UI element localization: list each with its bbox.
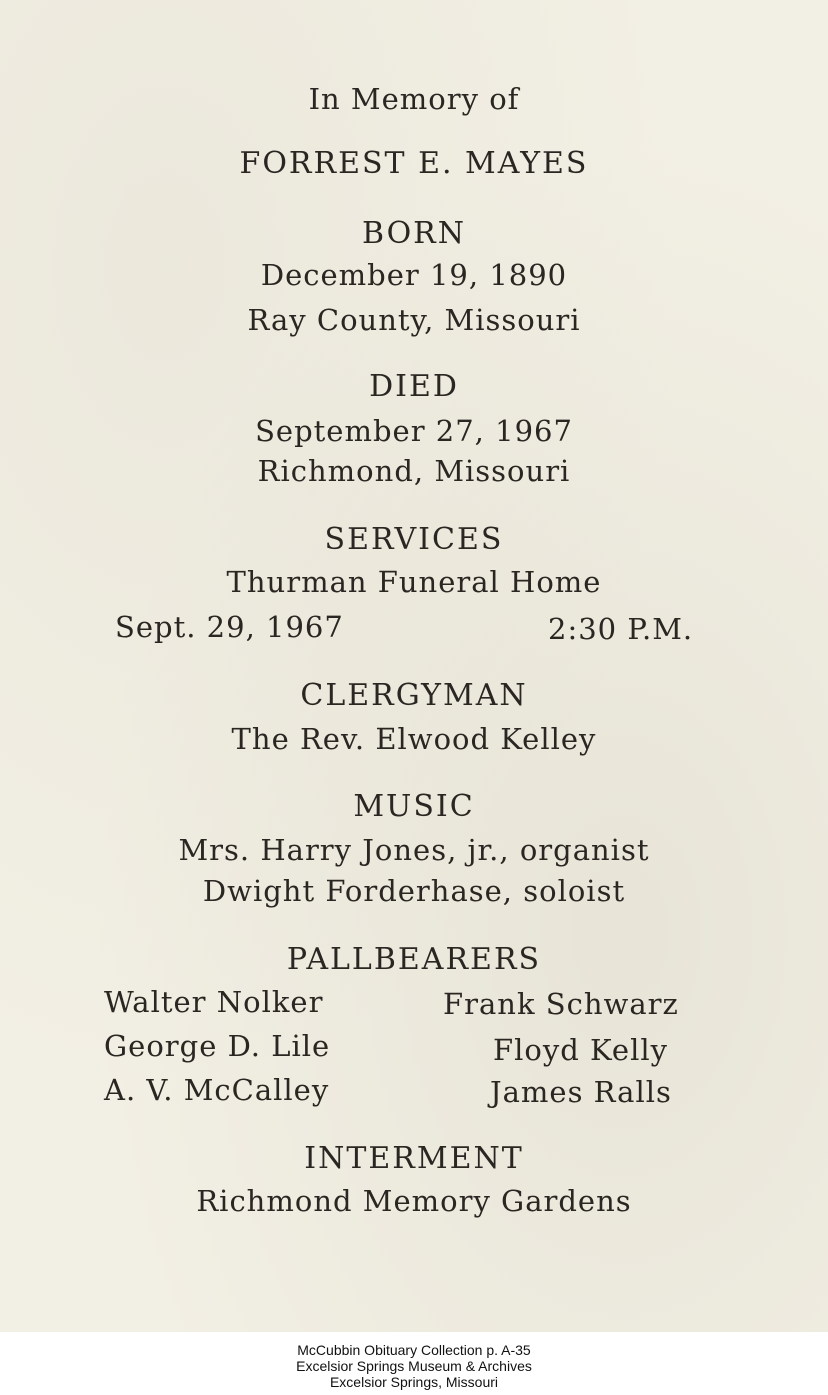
pallbearer-right-3: James Ralls (490, 1075, 672, 1109)
died-heading: DIED (369, 369, 459, 404)
interment-heading: INTERMENT (304, 1141, 524, 1176)
caption-collection: McCubbin Obituary Collection p. A-35 (297, 1342, 531, 1358)
pallbearer-left-1: Walter Nolker (104, 985, 324, 1019)
pallbearer-left-3: A. V. McCalley (104, 1073, 330, 1107)
born-heading: BORN (361, 216, 467, 251)
music-organist: Mrs. Harry Jones, jr., organist (178, 833, 650, 867)
pallbearer-right-1: Frank Schwarz (443, 987, 679, 1021)
pallbearer-left-2: George D. Lile (104, 1029, 331, 1063)
services-location: Thurman Funeral Home (226, 565, 602, 599)
deceased-name: FORREST E. MAYES (239, 146, 589, 181)
pallbearers-heading: PALLBEARERS (286, 942, 542, 977)
born-date: December 19, 1890 (260, 258, 568, 292)
died-date: September 27, 1967 (255, 414, 573, 448)
died-place: Richmond, Missouri (257, 454, 571, 488)
services-heading: SERVICES (324, 522, 504, 557)
archive-caption (0, 1342, 828, 1390)
services-time: 2:30 P.M. (548, 612, 694, 646)
pallbearer-right-2: Floyd Kelly (493, 1033, 669, 1067)
clergyman-heading: CLERGYMAN (300, 678, 528, 713)
clergyman-name: The Rev. Elwood Kelley (231, 722, 597, 756)
caption-archive: Excelsior Springs Museum & Archives (296, 1358, 532, 1374)
music-heading: MUSIC (353, 789, 475, 824)
interment-place: Richmond Memory Gardens (196, 1184, 632, 1218)
music-soloist: Dwight Forderhase, soloist (202, 874, 626, 908)
intro-text: In Memory of (308, 82, 520, 116)
born-place: Ray County, Missouri (247, 303, 581, 337)
services-date: Sept. 29, 1967 (115, 610, 344, 644)
caption-location: Excelsior Springs, Missouri (329, 1374, 499, 1390)
